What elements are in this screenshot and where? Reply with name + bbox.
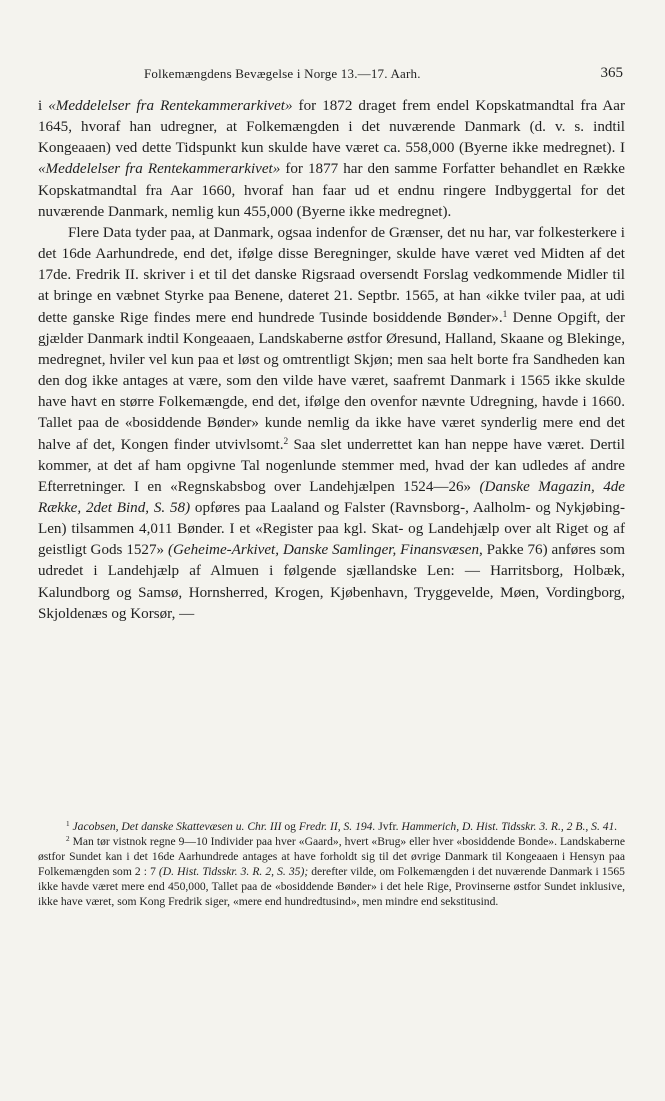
page-header (38, 66, 623, 84)
footnote-marker: 2 (66, 834, 70, 843)
citation: (Danske Magazin, 4de Række, 2det Bind, S. 58) (38, 478, 626, 516)
text-run: for 1877 har den samme Forfatter behandlet en Række Kopskatmandtal fra Aar 1660, hvoraf han faar ud et endnu ringere Indbyggertal for det nuværende Danmark, nemlig kun 455,000 (Byerne ikke medregnet). (38, 161, 625, 220)
text-run: Denne Opgift, der gjælder Danmark indtil Kongeaaen, Landskaberne østfor Øresund, Halland, Skaane og Blekinge, medregnet, hviler vel kun paa et løst og omtrentligt Skjøn; men saa helt borte fra Sandheden kan den dog ikke antages at være, som den vilde have været, saafremt Danmark i 1565 ikke skulde have havt en større Folkemængde, end det, ifølge den ovenfor nævnte Udregning, havde i 1660. Tallet paa de «bosiddende Bønder» kunde nemlig da ikke have været synderlig mere end det halve af det, Kongen finder utvivlsomt. (38, 309, 626, 453)
text-run: Pakke 76) anføres som udredet i Landehjælp af Almuen i følgende sjællandske Len: — Harritsborg, Holbæk, Kalundborg og Samsø, Hornsherred, Krogen, Kjøbenhavn, Tryggevelde, Møen, Vordingborg, Skjoldenæs og Korsør, — (38, 542, 625, 622)
text-run: Flere Data tyder paa, at Danmark, ogsaa indenfor de Grænser, det nu har, var folkesterkere i det 16de Aarhundrede, end det, ifølge disse Beregninger, skulde have været ved Midten af det 17de. Fredrik II. skriver i et til det danske Rigsraad oversendt Forslag vedkommende Midler til at bringe en væbnet Styrke paa Benene, dateret 21. Septbr. 1565, at han «ikke tviler paa, at udi dette ganske Rige findes mere end hundrede Tusinde bosiddende Bønder». (38, 224, 625, 326)
citation: (Geheime-Arkivet, Danske Samlinger, Finansvæsen, (167, 542, 483, 559)
footnote-1 (38, 820, 625, 835)
text-run: opføres paa Laaland og Falster (Ravnsborg-, Aalholm- og Nykjøbing-Len) tilsammen 4,011 Bønder. I et «Register paa kgl. Skat- og Landehjælp over alt Riget og af geistligt Gods 1527» (38, 499, 625, 559)
text-run: og (281, 820, 299, 833)
journal-title: «Meddelelser fra Rentekammerarkivet» (38, 161, 281, 178)
journal-title: «Meddelelser fra Rentekammerarkivet» (48, 98, 293, 114)
paragraph-1 (38, 96, 625, 223)
citation: Hammerich, D. Hist. Tidsskr. 3. R., 2 B., S. 41. (401, 820, 618, 833)
running-head: Folkemængdens Bevægelse i Norge 13.—17. Aarh. (144, 66, 421, 81)
footnote-2 (38, 835, 625, 910)
citation: Jacobsen, Det danske Skattevæsen u. Chr. III (72, 820, 282, 833)
footnote-ref-2[interactable]: 2 (283, 436, 289, 447)
text-run: derefter vilde, om Folkemængden i det nuværende Danmark i 1565 ikke havde været mere end 450,000, Tallet paa de «bosiddende Bønder» i det hele Rige, Provinserne østfor Sundet inklusive, ikke have været, som Kong Fredrik siger, «mere end hundredtusind», men mindre end sekstitusind. (38, 864, 625, 908)
footnote-marker: 1 (66, 820, 70, 829)
text-run: Saa slet underrettet kan han neppe have været. Dertil kommer, at det af ham opgivne Tal nogenlunde stemmer med, hvad der kan udledes af andre Efterretninger. I en «Regnskabsbog over Landehjælpen 1524—26» (38, 436, 625, 495)
paragraph-2 (38, 223, 625, 625)
text-run: Jvfr. (375, 820, 402, 833)
text-run: Man tør vistnok regne 9—10 Individer paa hver «Gaard», hvert «Brug» eller hver «bosiddende Bonde». Landskaberne østfor Sundet kan i det 16de Aarhundrede antages at have forholdt sig til det øvrige Danmark til Kongeaaen i Hensyn paa Folkemængden som 2 : 7 (38, 834, 625, 878)
footnote-ref-1[interactable]: 1 (502, 309, 508, 320)
text-run: i (38, 98, 49, 114)
main-text (38, 96, 625, 625)
citation: (D. Hist. Tidsskr. 3. R. 2, S. 35); (158, 864, 309, 878)
page-number: 365 (600, 65, 623, 81)
text-run: for 1872 draget frem endel Kopskatmandtal fra Aar 1645, hvoraf han udregner, at Folkemængden i det nuværende Danmark (d. v. s. indtil Kongeaaen) ved dette Tidspunkt kun skulde have været ca. 558,000 (Byerne ikke medregnet). I (38, 98, 625, 157)
footnotes (38, 820, 625, 909)
citation: Fredr. II, S. 194. (298, 820, 376, 833)
